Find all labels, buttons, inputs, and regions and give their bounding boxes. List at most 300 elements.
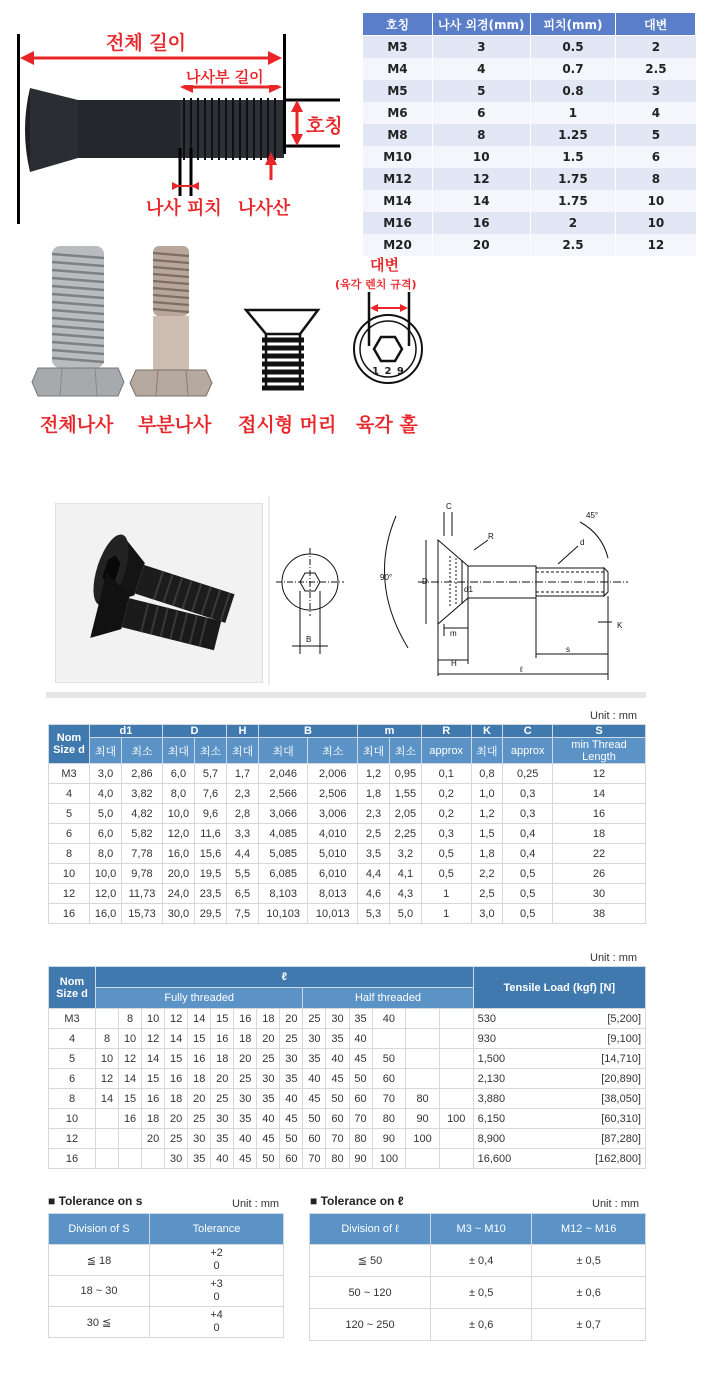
table-cell: 0,5 [421, 844, 471, 864]
table-cell [119, 1149, 142, 1169]
partial-thread-label: 부분나사 [138, 414, 212, 436]
table-cell: 12 [119, 1049, 142, 1069]
table-cell: 5,0 [389, 904, 421, 924]
table-cell: 0,5 [503, 904, 553, 924]
header-division-l: Division of ℓ [310, 1214, 431, 1245]
table-cell: 2,86 [122, 764, 163, 784]
table-cell: 6,010 [308, 864, 358, 884]
spec-cell: M10 [363, 146, 433, 168]
table-cell: 14 [142, 1049, 165, 1069]
table-cell: 5 [49, 1049, 96, 1069]
table-row [49, 804, 646, 824]
table-cell: 0,1 [421, 764, 471, 784]
subheader-cell: 최대 [358, 738, 390, 764]
table-cell: 12 [142, 1029, 165, 1049]
partial-thread-bolt-image [130, 246, 212, 396]
table-cell: 12 [165, 1009, 188, 1029]
table-cell: [5,200] [547, 1009, 645, 1029]
spec-cell: 8 [433, 124, 531, 146]
spec-cell: 4 [433, 58, 531, 80]
table-cell: 1,2 [471, 804, 503, 824]
tolerance-s-table [48, 1213, 284, 1338]
table-cell: 3,3 [227, 824, 259, 844]
table-cell: 10 [142, 1009, 165, 1029]
table-row [49, 864, 646, 884]
spec-cell: 1.5 [530, 146, 616, 168]
table-cell: 2,3 [227, 784, 259, 804]
subheader-cell: 최대 [258, 738, 308, 764]
table-cell: 100 [406, 1129, 440, 1149]
table-cell: 2,2 [471, 864, 503, 884]
table-cell: 20 [257, 1029, 280, 1049]
tol-s-title: ■ Tolerance on s [48, 1194, 143, 1208]
header-division-s: Division of S [49, 1214, 150, 1245]
table-cell: 5,085 [258, 844, 308, 864]
tolerance-upper: +3 [210, 1278, 223, 1290]
table-cell: [87,280] [547, 1129, 645, 1149]
table-cell: 50 [257, 1149, 280, 1169]
table-cell: 8 [119, 1009, 142, 1029]
table-cell: 6,0 [162, 764, 194, 784]
tolerance-cell: ± 0,6 [532, 1277, 646, 1309]
tolerance-cell [150, 1276, 284, 1307]
table-cell: 1,5 [471, 824, 503, 844]
table-cell: 40 [326, 1049, 349, 1069]
table-cell: 8,900 [473, 1129, 547, 1149]
table-cell: 2,506 [308, 784, 358, 804]
spec-cell: 0.5 [530, 36, 616, 59]
table-cell: 16 [49, 904, 90, 924]
length-table [48, 966, 646, 1169]
table-cell: M3 [49, 764, 90, 784]
dim-label-m: m [450, 629, 457, 638]
table-cell: 14 [188, 1009, 211, 1029]
header-k: K [471, 725, 503, 738]
table-cell: 0,5 [421, 864, 471, 884]
table-cell: 45 [280, 1109, 303, 1129]
header-nom-size: Nom Size d [49, 967, 96, 1009]
table-cell: 50 [303, 1109, 326, 1129]
spec-table-row [363, 190, 696, 212]
subheader-cell: approx [503, 738, 553, 764]
table-cell: 16 [211, 1029, 234, 1049]
spec-cell: 10 [433, 146, 531, 168]
table-cell: 5,0 [90, 804, 122, 824]
table-cell: 3,066 [258, 804, 308, 824]
spec-cell: M20 [363, 234, 433, 256]
table-cell: 0,25 [503, 764, 553, 784]
section-divider [46, 692, 646, 698]
spec-cell: M4 [363, 58, 433, 80]
table-cell: 38 [553, 904, 646, 924]
table-cell: 100 [372, 1149, 406, 1169]
spec-cell: 6 [433, 102, 531, 124]
table-cell: 5,7 [194, 764, 226, 784]
header-ell: ℓ [96, 967, 474, 988]
thread-pitch-label: 나사 피치 [146, 198, 222, 219]
spec-cell: M6 [363, 102, 433, 124]
table-cell: 60 [280, 1149, 303, 1169]
table-cell: 0,2 [421, 784, 471, 804]
table-cell: 40 [349, 1029, 372, 1049]
table-cell: 10 [119, 1029, 142, 1049]
dim-table-unit: Unit : mm [590, 710, 638, 722]
table-cell: 4,085 [258, 824, 308, 844]
table-cell: 20 [234, 1049, 257, 1069]
tolerance-cell [150, 1245, 284, 1276]
dimension-table [48, 724, 646, 924]
table-cell: 0,3 [421, 824, 471, 844]
table-cell: 50 [372, 1049, 406, 1069]
table-cell: 30 [211, 1109, 234, 1129]
table-row [49, 824, 646, 844]
nominal-spec-table [362, 12, 696, 256]
spec-cell: 2 [616, 36, 696, 59]
table-cell: 30 [280, 1049, 303, 1069]
table-cell: M3 [49, 1009, 96, 1029]
table-cell: 70 [326, 1129, 349, 1149]
subheader-cell: min Thread Length [553, 738, 646, 764]
header-d1: d1 [90, 725, 163, 738]
header-tensile: Tensile Load (kgf) [N] [473, 967, 645, 1009]
table-cell: 40 [211, 1149, 234, 1169]
table-cell: 2,25 [389, 824, 421, 844]
table-cell: 4,82 [122, 804, 163, 824]
spec-cell: 0.7 [530, 58, 616, 80]
table-row [49, 1049, 646, 1069]
spec-table-row [363, 212, 696, 234]
table-cell: 14 [96, 1089, 119, 1109]
spec-cell: 1 [530, 102, 616, 124]
header-cell: 나사 외경(mm) [433, 13, 531, 36]
table-cell: 15 [188, 1029, 211, 1049]
tolerance-lower: 0 [213, 1291, 220, 1303]
nominal-label: 호칭 [306, 115, 343, 137]
table-cell [439, 1009, 473, 1029]
header-c: C [503, 725, 553, 738]
table-cell: 100 [439, 1109, 473, 1129]
dim-table-subheader-row [49, 738, 646, 764]
technical-drawing [268, 496, 638, 686]
table-cell: 3,0 [90, 764, 122, 784]
table-cell: 20 [211, 1069, 234, 1089]
header-s: S [553, 725, 646, 738]
full-thread-label: 전체나사 [40, 414, 114, 436]
table-cell: 930 [473, 1029, 547, 1049]
spec-cell: 5 [616, 124, 696, 146]
spec-cell: 16 [433, 212, 531, 234]
table-cell: 5,5 [227, 864, 259, 884]
table-row [49, 1009, 646, 1029]
table-cell: 80 [326, 1149, 349, 1169]
table-cell: 4 [49, 784, 90, 804]
table-cell [96, 1129, 119, 1149]
table-cell: 7,5 [227, 904, 259, 924]
spec-cell: M5 [363, 80, 433, 102]
table-cell: 30,0 [162, 904, 194, 924]
dim-label-c: C [446, 502, 452, 511]
table-cell: [162,800] [547, 1149, 645, 1169]
table-cell: 18 [257, 1009, 280, 1029]
table-cell: 8,0 [162, 784, 194, 804]
table-cell: [9,100] [547, 1029, 645, 1049]
table-cell: 10 [96, 1049, 119, 1069]
table-cell: 70 [349, 1109, 372, 1129]
table-row [310, 1277, 646, 1309]
table-cell: 35 [326, 1029, 349, 1049]
table-cell: 60 [303, 1129, 326, 1149]
table-cell: 45 [257, 1129, 280, 1149]
across-flats-label: 대변 [370, 256, 399, 274]
table-row [49, 904, 646, 924]
across-flats-note: (육각 렌치 규격) [335, 278, 417, 291]
table-cell: 10,013 [308, 904, 358, 924]
table-cell: 10,103 [258, 904, 308, 924]
table-cell: 6 [49, 824, 90, 844]
subheader-cell: 최대 [162, 738, 194, 764]
header-nom-size: Nom Size d [49, 725, 90, 764]
table-cell: 12 [96, 1069, 119, 1089]
dim-label-d: d [580, 538, 585, 547]
table-cell: 2,566 [258, 784, 308, 804]
table-cell [406, 1069, 440, 1089]
table-cell: 60 [326, 1109, 349, 1129]
table-cell [439, 1129, 473, 1149]
table-cell: 5,3 [358, 904, 390, 924]
table-cell: 20,0 [162, 864, 194, 884]
table-cell: 2,006 [308, 764, 358, 784]
division-cell: 18 ~ 30 [49, 1276, 150, 1307]
table-cell: 0,5 [503, 864, 553, 884]
header-m12-m16: M12 ~ M16 [532, 1214, 646, 1245]
table-cell: 25 [211, 1089, 234, 1109]
table-cell: 5,010 [308, 844, 358, 864]
table-row [310, 1245, 646, 1277]
table-cell: 12,0 [162, 824, 194, 844]
spec-cell: 0.8 [530, 80, 616, 102]
table-cell: 10,0 [162, 804, 194, 824]
table-cell: 16 [165, 1069, 188, 1089]
header-tolerance: Tolerance [150, 1214, 284, 1245]
table-cell: 90 [372, 1129, 406, 1149]
tol-l-unit: Unit : mm [592, 1198, 640, 1210]
table-cell [406, 1149, 440, 1169]
table-cell: 35 [280, 1069, 303, 1089]
tolerance-cell: ± 0,7 [532, 1309, 646, 1341]
table-cell: 5 [49, 804, 90, 824]
table-cell: 1,55 [389, 784, 421, 804]
table-cell: 25 [188, 1109, 211, 1129]
spec-cell: M16 [363, 212, 433, 234]
table-cell: 45 [349, 1049, 372, 1069]
table-cell: 4,1 [389, 864, 421, 884]
table-cell: 20 [142, 1129, 165, 1149]
header-cell: 호칭 [363, 13, 433, 36]
table-row [49, 1149, 646, 1169]
table-cell: 22 [553, 844, 646, 864]
table-cell: 30 [165, 1149, 188, 1169]
table-cell: 0,95 [389, 764, 421, 784]
spec-cell: 2.5 [530, 234, 616, 256]
table-cell: 18 [142, 1109, 165, 1129]
table-cell: 2,046 [258, 764, 308, 784]
table-cell: 3,0 [471, 904, 503, 924]
table-cell [439, 1069, 473, 1089]
table-cell: 16,0 [90, 904, 122, 924]
table-cell: 12 [49, 884, 90, 904]
spec-cell: 10 [616, 212, 696, 234]
table-cell: 1,500 [473, 1049, 547, 1069]
dim-label-45: 45° [586, 511, 599, 520]
table-cell: 40 [280, 1089, 303, 1109]
table-cell: 40 [257, 1109, 280, 1129]
table-cell: 16 [553, 804, 646, 824]
table-cell: 18 [165, 1089, 188, 1109]
table-cell [439, 1149, 473, 1169]
spec-cell: 12 [616, 234, 696, 256]
table-cell: 29,5 [194, 904, 226, 924]
table-cell: [14,710] [547, 1049, 645, 1069]
table-cell: 9,6 [194, 804, 226, 824]
table-cell: 18 [211, 1049, 234, 1069]
table-cell: 10,0 [90, 864, 122, 884]
len-table-header-row [49, 967, 646, 988]
table-cell: 18 [553, 824, 646, 844]
table-cell: 11,6 [194, 824, 226, 844]
table-cell: 19,5 [194, 864, 226, 884]
table-cell: 25 [303, 1009, 326, 1029]
spec-cell: 3 [433, 36, 531, 59]
dim-label-k: K [617, 621, 623, 630]
spec-cell: 12 [433, 168, 531, 190]
table-cell: 3,006 [308, 804, 358, 824]
table-cell: 18 [234, 1029, 257, 1049]
tolerance-cell: ± 0,5 [532, 1245, 646, 1277]
table-cell: 3,2 [389, 844, 421, 864]
spec-cell: 3 [616, 80, 696, 102]
spec-cell: 1.75 [530, 168, 616, 190]
table-cell: 24,0 [162, 884, 194, 904]
table-cell: 7,6 [194, 784, 226, 804]
table-cell: 23,5 [194, 884, 226, 904]
table-cell: 2,05 [389, 804, 421, 824]
table-cell: 10 [49, 864, 90, 884]
tolerance-cell: ± 0,6 [431, 1309, 532, 1341]
header-d: D [162, 725, 226, 738]
table-row [49, 1109, 646, 1129]
table-cell: 6,5 [227, 884, 259, 904]
table-cell: 4,4 [358, 864, 390, 884]
table-cell: 2,3 [358, 804, 390, 824]
table-cell: 60 [349, 1089, 372, 1109]
table-cell: 12,0 [90, 884, 122, 904]
table-row [49, 1245, 284, 1276]
table-cell: 15 [119, 1089, 142, 1109]
table-cell: 12 [553, 764, 646, 784]
table-cell: 4,010 [308, 824, 358, 844]
table-cell: 45 [234, 1149, 257, 1169]
table-cell: 45 [303, 1089, 326, 1109]
table-row [49, 764, 646, 784]
tol-s-unit: Unit : mm [232, 1198, 280, 1210]
header-b: B [258, 725, 357, 738]
table-cell: 3,5 [358, 844, 390, 864]
table-cell: 10 [49, 1109, 96, 1129]
spec-table-row [363, 124, 696, 146]
dim-label-s: s [566, 645, 570, 654]
table-row [49, 1129, 646, 1149]
tolerance-cell: 50 ~ 120 [310, 1277, 431, 1309]
table-cell: 26 [553, 864, 646, 884]
table-cell: 90 [349, 1149, 372, 1169]
table-cell: 30 [234, 1089, 257, 1109]
table-cell: 0,8 [471, 764, 503, 784]
table-cell: 6,0 [90, 824, 122, 844]
table-cell: 2,5 [471, 884, 503, 904]
table-cell: 30 [553, 884, 646, 904]
header-cell: 피치(mm) [530, 13, 616, 36]
spec-cell: M3 [363, 36, 433, 59]
table-cell: 14 [119, 1069, 142, 1089]
tol-l-header-row [310, 1214, 646, 1245]
table-cell: 35 [303, 1049, 326, 1069]
subheader-cell: 최대 [227, 738, 259, 764]
spec-cell: 4 [616, 102, 696, 124]
tol-s-header-row [49, 1214, 284, 1245]
dim-label-big-d: D [422, 577, 428, 586]
table-cell: 3,82 [122, 784, 163, 804]
table-cell: 16 [234, 1009, 257, 1029]
table-cell: 18 [188, 1069, 211, 1089]
dim-label-90: 90° [380, 573, 393, 582]
table-cell [119, 1129, 142, 1149]
thread-crest-label: 나사산 [238, 198, 291, 219]
table-cell: 15 [211, 1009, 234, 1029]
table-cell [406, 1029, 440, 1049]
table-cell: 0,3 [503, 804, 553, 824]
table-cell: 6,085 [258, 864, 308, 884]
spec-cell: 2 [530, 212, 616, 234]
thread-length-label: 나사부 길이 [186, 68, 264, 86]
table-cell: 35 [349, 1009, 372, 1029]
table-cell: 0,5 [503, 884, 553, 904]
table-cell: 8,013 [308, 884, 358, 904]
table-cell: 25 [257, 1049, 280, 1069]
table-row [49, 1307, 284, 1338]
table-cell: 30 [303, 1029, 326, 1049]
subheader-cell: approx [421, 738, 471, 764]
table-cell: 25 [280, 1029, 303, 1049]
header-m: m [358, 725, 422, 738]
division-cell: ≦ 18 [49, 1245, 150, 1276]
tolerance-cell: ± 0,4 [431, 1245, 532, 1277]
header-h: H [227, 725, 259, 738]
spec-table-row [363, 36, 696, 59]
spec-table-row [363, 168, 696, 190]
tolerance-cell: ± 0,5 [431, 1277, 532, 1309]
table-cell: 40 [303, 1069, 326, 1089]
table-row [49, 784, 646, 804]
spec-cell: 10 [616, 190, 696, 212]
table-row [49, 1089, 646, 1109]
dim-label-r: R [488, 532, 494, 541]
table-cell: 40 [234, 1129, 257, 1149]
table-cell [96, 1109, 119, 1129]
len-table-unit: Unit : mm [590, 952, 638, 964]
spec-table-header [363, 13, 696, 36]
table-cell: 1,0 [471, 784, 503, 804]
table-row [49, 1276, 284, 1307]
